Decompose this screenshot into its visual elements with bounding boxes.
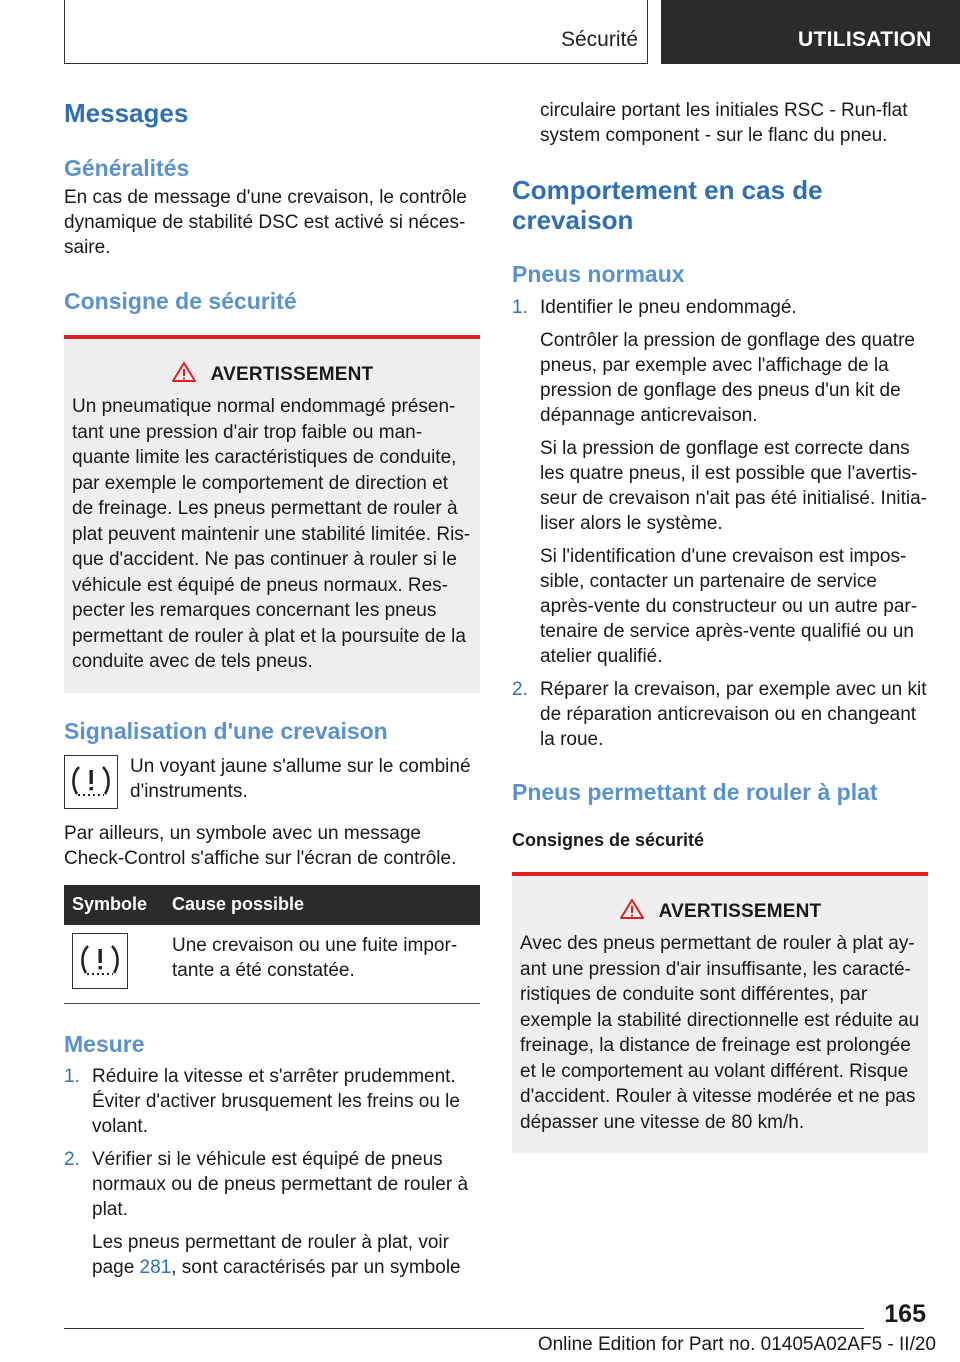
table-header-symbole: Symbole <box>64 885 164 925</box>
right-column <box>512 98 928 1153</box>
list-item-text: Réduire la vitesse et s'arrêter prudemment. Éviter d'activer brusquement les freins ou le volant. <box>92 1065 460 1137</box>
list-item-note: Les pneus permettant de rouler à plat, voir page 281, sont caractérisés par un symbole <box>92 1231 461 1278</box>
paragraph-generalites: En cas de message d'une crevaison, le contrôle dynamique de stabilité DSC est activé si néces-saire. <box>64 187 467 258</box>
heading-consigne-securite: Consigne de sécurité <box>64 288 297 314</box>
warning-box <box>64 335 480 693</box>
list-number: 2. <box>64 1148 80 1170</box>
warning-box <box>512 872 928 1153</box>
header-section-title: Sécurité <box>561 28 639 51</box>
list-number: 2. <box>512 679 528 700</box>
warning-text: Un pneumatique normal endommagé présen-tant une pression d'air trop faible ou man-quante limite les caractéristiques de conduite, par exemple le comportement de direction et de freinage. Les pneus permettant de rouler à plat peuvent maintenir une stabilité limitée. Ris-que d'accident. Ne pas continuer à rouler si le véhicule est équipé de pneus normaux. Res-pecter les remarques concernant les pneus permettant de rouler à plat et la poursuite de la conduite avec de tels pneus. <box>72 396 471 672</box>
warning-title: AVERTISSEMENT <box>658 900 822 922</box>
mesure-list <box>64 1064 480 1280</box>
warning-triangle-icon <box>619 898 645 925</box>
paragraph-par-ailleurs: Par ailleurs, un symbole avec un message Check-Control s'affiche sur l'écran de contrôle. <box>64 822 457 869</box>
warning-text: Avec des pneus permettant de rouler à plat ay-ant une pression d'air insuffisante, les caracté-ristiques de conduite sont différentes, par exemple la stabilité directionnelle est réduite au freinage, la distance de freinage est prolongée et le comportement au volant différent. Risque d'accident. Rouler à vitesse modérée et ne pas dépasser une vitesse de 80 km/h. <box>520 933 920 1133</box>
heading-consignes-securite: Consignes de sécurité <box>512 830 705 850</box>
list-item-text: Vérifier si le véhicule est équipé de pneus normaux ou de pneus permettant de rouler à plat. <box>92 1148 469 1220</box>
list-item <box>512 295 928 669</box>
list-item-sub: Contrôler la pression de gonflage des quatre pneus, par exemple avec l'affichage de la pression de gonflage des pneus d'un kit de dépannage anticrevaison. <box>540 330 915 426</box>
warning-triangle-icon <box>171 361 197 388</box>
warning-title: AVERTISSEMENT <box>210 363 374 385</box>
pneus-normaux-list <box>512 295 928 752</box>
heading-generalites: Généralités <box>64 155 190 181</box>
list-item <box>64 1064 480 1139</box>
continuation-block <box>512 98 928 148</box>
list-item-sub: Si la pression de gonflage est correcte dans les quatre pneus, il est possible que l'avertis-seur de crevaison n'ait pas été initialisé. Initia-liser alors le système. <box>540 438 927 534</box>
heading-pneus-normaux: Pneus normaux <box>512 261 685 287</box>
table-cell-symbol <box>64 925 164 1004</box>
list-item <box>64 1147 480 1280</box>
list-item-text: Identifier le pneu endommagé. <box>540 297 797 318</box>
list-item-sub: Si l'identification d'une crevaison est impos-sible, contacter un partenaire de service après-vente du constructeur ou un autre par-tenaire de service après-vente qualifié ou un atelier qualifié. <box>540 546 918 667</box>
page-reference-link[interactable]: 281 <box>139 1256 172 1278</box>
tire-pressure-warning-icon <box>64 755 118 809</box>
list-number: 1. <box>512 297 528 318</box>
heading-messages: Messages <box>64 98 189 128</box>
list-item <box>512 677 928 752</box>
heading-mesure: Mesure <box>64 1030 145 1057</box>
table-header-row <box>64 885 480 925</box>
list-item-text: Réparer la crevaison, par exemple avec un kit de réparation anticrevaison ou en changeant la roue. <box>540 679 927 750</box>
table-cell-cause: Une crevaison ou une fuite impor-tante a été constatée. <box>164 925 480 1004</box>
table-header-cause: Cause possible <box>164 885 480 925</box>
heading-comportement: Comportement en cas de crevaison <box>512 175 823 235</box>
warning-header <box>520 898 920 925</box>
header-chapter-title: UTILISATION <box>798 28 932 51</box>
heading-signalisation: Signalisation d'une crevaison <box>64 717 388 744</box>
footer-divider <box>64 1328 864 1329</box>
paragraph-continuation: circulaire portant les initiales RSC - Run-flat system component - sur le flanc du pneu. <box>540 100 908 146</box>
page-number: 165 <box>884 1300 926 1328</box>
list-number: 1. <box>64 1065 80 1087</box>
heading-runflat: Pneus permettant de rouler à plat <box>512 779 878 805</box>
symbol-table <box>64 885 480 1004</box>
paragraph-voyant: Un voyant jaune s'allume sur le combiné d'instruments. <box>130 755 471 802</box>
signal-row <box>64 755 480 809</box>
left-column <box>64 98 480 1280</box>
table-row <box>64 925 480 1004</box>
tire-pressure-warning-icon <box>72 933 128 989</box>
warning-header <box>72 361 472 388</box>
footer-edition: Online Edition for Part no. 01405A02AF5 - II/20 <box>537 1334 936 1355</box>
